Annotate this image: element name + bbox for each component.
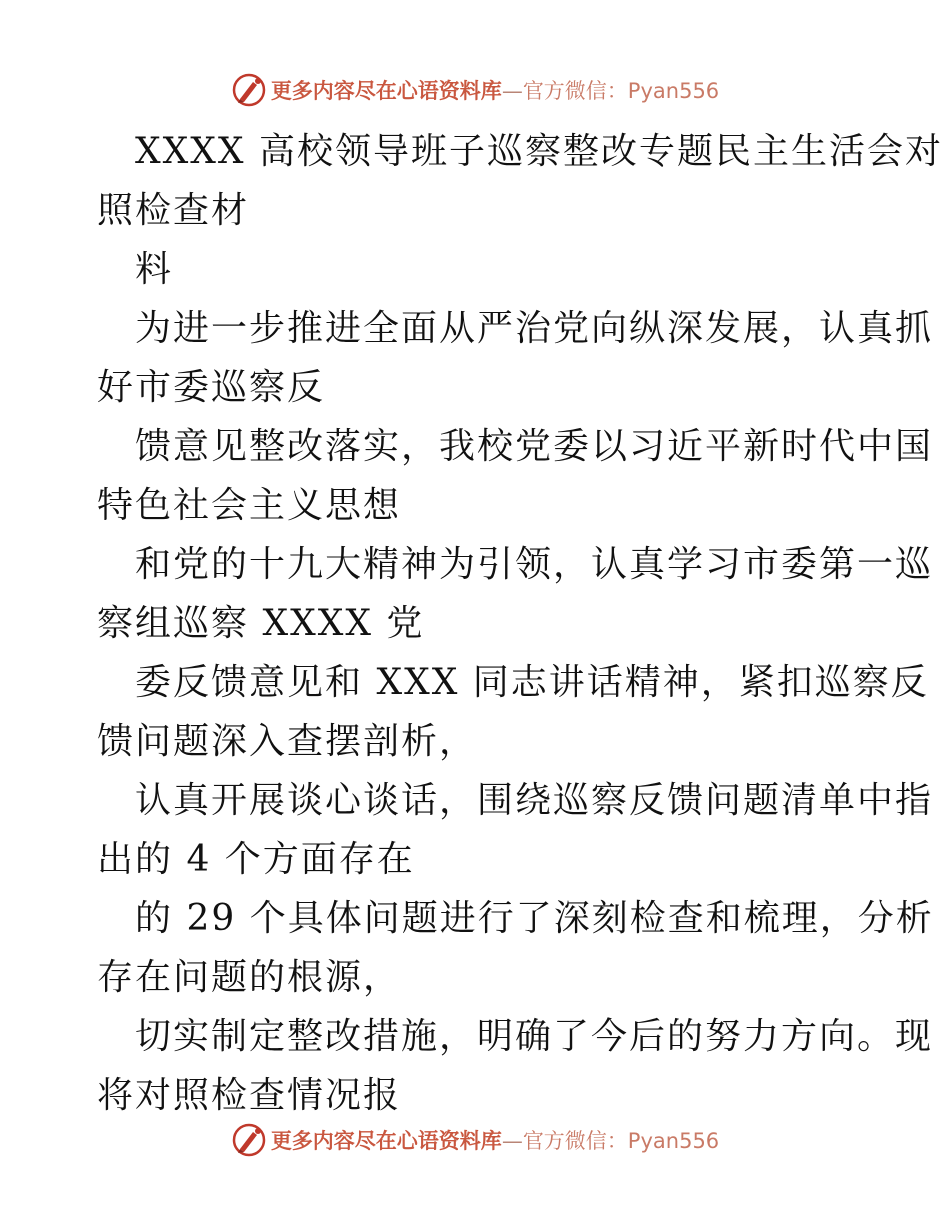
text-line: 切实制定整改措施，明确了今后的努力方向。现: [135, 1016, 934, 1057]
text-line: 料: [135, 249, 174, 290]
watermark-dash: —: [501, 79, 523, 103]
watermark-wechat: 官方微信：Pyan556: [522, 79, 720, 103]
text-line: 为进一步推进全面从严治党向纵深发展，认真抓: [135, 308, 934, 349]
text-line: 将对照检查情况报: [97, 1075, 402, 1116]
text-line: 馈问题深入查摆剖析，: [97, 721, 478, 762]
text-line: 和党的十九大精神为引领，认真学习市委第一巡: [135, 544, 934, 585]
text-line: 委反馈意见和 XXX 同志讲话精神，紧扣巡察反: [135, 662, 929, 703]
watermark-site-name: 更多内容尽在心语资料库: [270, 79, 502, 103]
text-line: 特色社会主义思想: [97, 485, 402, 526]
text-line: 出的 4 个方面存在: [97, 839, 415, 880]
text-line: 认真开展谈心谈话，围绕巡察反馈问题清单中指: [135, 780, 934, 821]
text-line: 存在问题的根源，: [97, 957, 402, 998]
watermark-text: [271, 75, 719, 105]
pen-logo-icon: [231, 1122, 267, 1158]
text-line: 照检查材: [97, 190, 250, 231]
header-watermark-banner: [0, 70, 950, 110]
footer-watermark-banner: [0, 1120, 950, 1160]
watermark-text: [271, 1125, 719, 1155]
watermark-site-name: 更多内容尽在心语资料库: [270, 1129, 502, 1153]
text-line: 的 29 个具体问题进行了深刻检查和梳理，分析: [135, 898, 934, 939]
text-line: 察组巡察 XXXX 党: [97, 603, 425, 644]
document-body: [97, 122, 943, 1125]
pen-logo-icon: [231, 72, 267, 108]
text-line: 馈意见整改落实，我校党委以习近平新时代中国: [135, 426, 934, 467]
text-line: XXXX 高校领导班子巡察整改专题民主生活会对: [135, 131, 943, 172]
watermark-dash: —: [501, 1129, 523, 1153]
watermark-wechat: 官方微信：Pyan556: [522, 1129, 720, 1153]
text-line: 好市委巡察反: [97, 367, 326, 408]
